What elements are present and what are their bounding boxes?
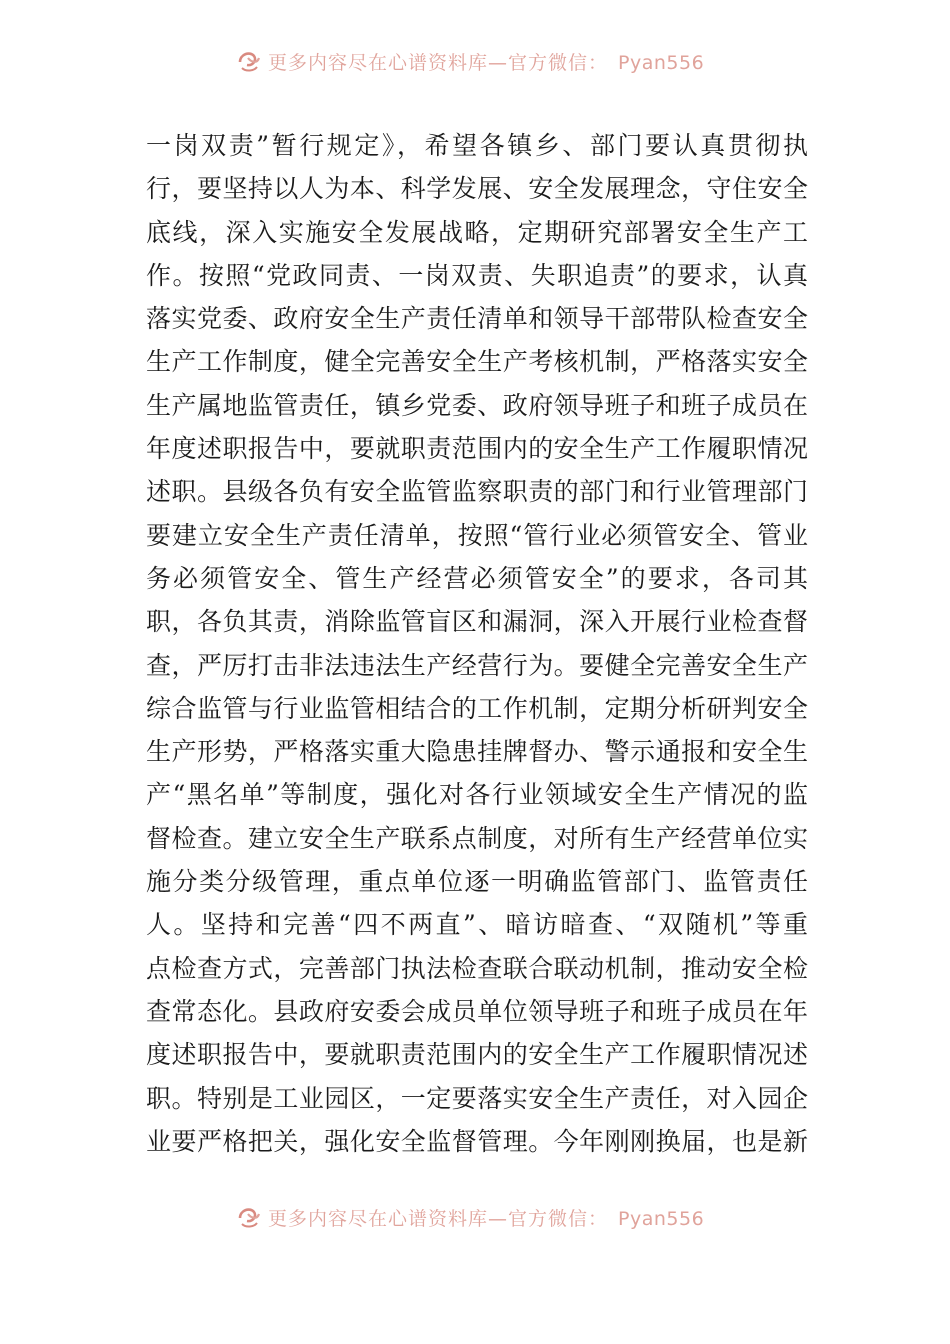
- text-line: 综合监管与行业监管相结合的工作机制，定期分析研判安全: [146, 693, 808, 723]
- watermark-text: 更多内容尽在心谱资料库—官方微信： Pyan556: [268, 1208, 705, 1230]
- text-line: 年度述职报告中，要就职责范围内的安全生产工作履职情况: [146, 434, 808, 464]
- text-line: 业要严格把关，强化安全监督管理。今年刚刚换届，也是新: [146, 1126, 808, 1156]
- watermark-id: Pyan556: [618, 1208, 705, 1230]
- text-line: 职，各负其责，消除监管盲区和漏洞，深入开展行业检查督: [146, 607, 808, 637]
- text-line: 一岗双责”暂行规定》，希望各镇乡、部门要认真贯彻执: [146, 131, 808, 160]
- text-line: 要建立安全生产责任清单，按照“管行业必须管安全、管业: [146, 520, 808, 550]
- footer-watermark: [0, 1208, 950, 1244]
- watermark-logo-icon: [236, 1208, 262, 1230]
- text-line: 职。特别是工业园区，一定要落实安全生产责任，对入园企: [146, 1083, 808, 1113]
- text-line: 产“黑名单”等制度，强化对各行业领域安全生产情况的监: [146, 780, 808, 810]
- text-line: 底线，深入实施安全发展战略，定期研究部署安全生产工: [146, 217, 808, 247]
- text-line: 作。按照“党政同责、一岗双责、失职追责”的要求，认真: [146, 260, 808, 290]
- text-line: 查常态化。县政府安委会成员单位领导班子和班子成员在年: [146, 996, 808, 1026]
- text-line: 点检查方式，完善部门执法检查联合联动机制，推动安全检: [146, 953, 808, 983]
- text-line: 行，要坚持以人为本、科学发展、安全发展理念，守住安全: [146, 174, 808, 204]
- text-line: 落实党委、政府安全生产责任清单和领导干部带队检查安全: [146, 304, 808, 334]
- watermark-logo-icon: [236, 52, 262, 74]
- text-line: 生产形势，严格落实重大隐患挂牌督办、警示通报和安全生: [146, 737, 808, 767]
- text-line: 述职。县级各负有安全监管监察职责的部门和行业管理部门: [146, 477, 808, 507]
- text-line: 督检查。建立安全生产联系点制度，对所有生产经营单位实: [146, 823, 808, 853]
- text-line: 人。坚持和完善“四不两直”、暗访暗查、“双随机”等重: [146, 910, 808, 940]
- header-watermark: [0, 52, 950, 88]
- text-line: 施分类分级管理，重点单位逐一明确监管部门、监管责任: [146, 867, 808, 897]
- text-line: 查，严厉打击非法违法生产经营行为。要健全完善安全生产: [146, 650, 808, 680]
- text-line: 生产工作制度，健全完善安全生产考核机制，严格落实安全: [146, 347, 808, 377]
- watermark-id: Pyan556: [618, 52, 705, 74]
- text-line: 务必须管安全、管生产经营必须管安全”的要求，各司其: [146, 563, 808, 593]
- document-body: [146, 124, 808, 1163]
- text-line: 生产属地监管责任，镇乡党委、政府领导班子和班子成员在: [146, 390, 808, 420]
- watermark-text: 更多内容尽在心谱资料库—官方微信： Pyan556: [268, 52, 705, 74]
- text-line: 度述职报告中，要就职责范围内的安全生产工作履职情况述: [146, 1040, 808, 1070]
